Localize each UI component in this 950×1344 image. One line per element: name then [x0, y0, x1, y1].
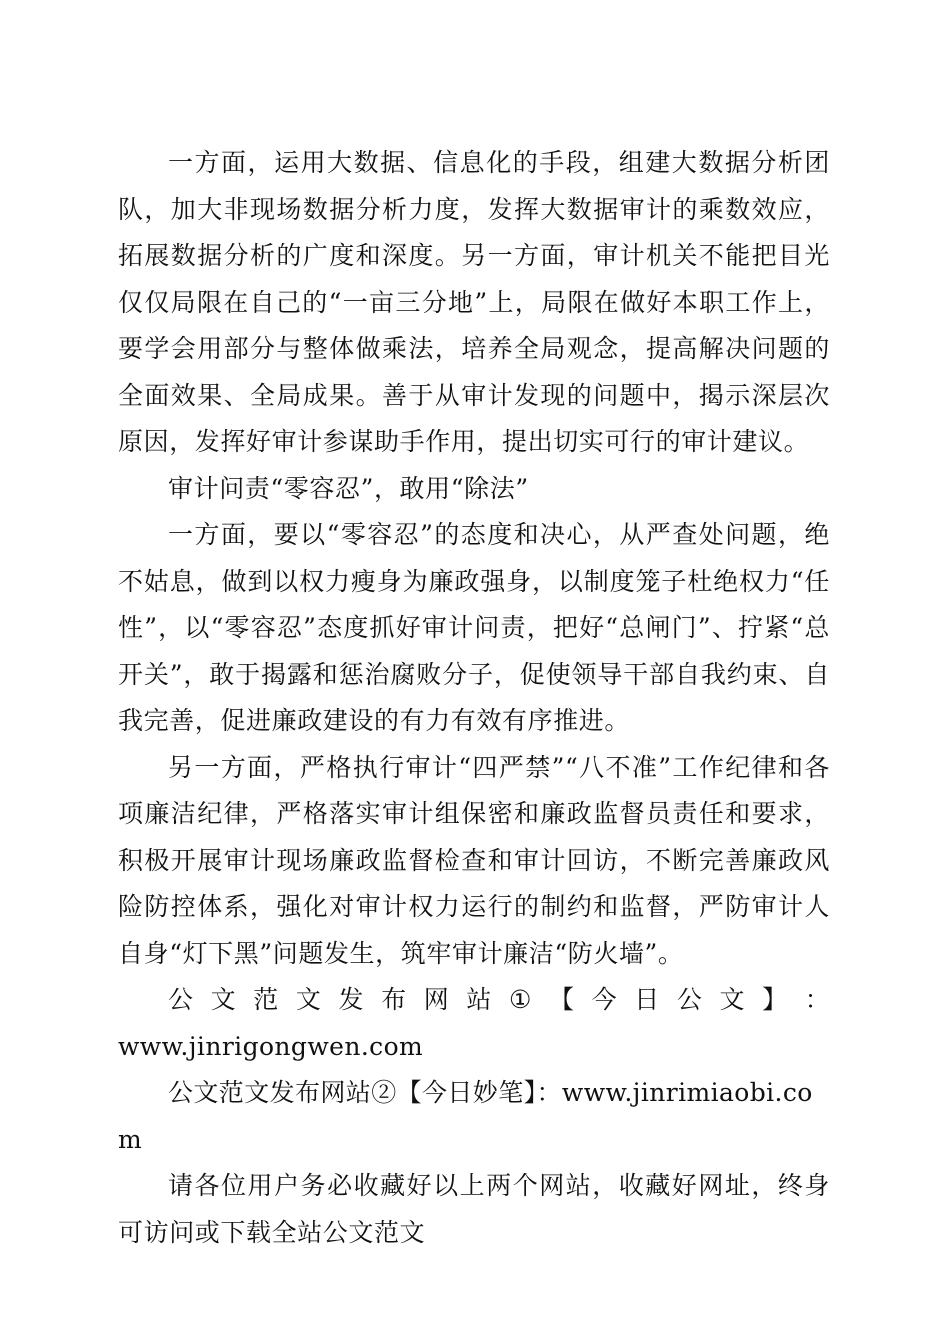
site-one-char: 文	[210, 985, 236, 1014]
paragraph-multiplication: 一方面，运用大数据、信息化的手段，组建大数据分析团队，加大非现场数据分析力度，发挥大数据审计的乘数效应，拓展数据分析的广度和深度。另一方面，审计机关不能把目光仅仅局限在自己的“一亩三分地”上，局限在做好本职工作上，要学会用部分与整体做乘法，培养全局观念，提高解决问题的全面效果、全局成果。善于从审计发现的问题中，揭示深层次原因，发挥好审计参谋助手作用，提出切实可行的审计建议。	[118, 148, 830, 456]
site-one-char: 站	[466, 985, 492, 1014]
site-one-char: 日	[634, 985, 660, 1014]
bookmark-notice: 请各位用户务必收藏好以上两个网站，收藏好网址，终身可访问或下载全站公文范文	[118, 1171, 830, 1247]
site-two-line[interactable]: 公文范文发布网站②【今日妙笔】：www.jinrimiaobi.com	[118, 1078, 813, 1154]
site-one-char: 公	[676, 985, 702, 1014]
site-one-char: 文	[719, 985, 745, 1014]
site-one-char: 【	[549, 985, 575, 1014]
section-heading-division: 审计问责“零容忍”，敢用“除法”	[168, 473, 529, 503]
site-one-char: 公	[168, 985, 194, 1014]
site-one-char: 今	[591, 985, 617, 1014]
site-one-char: 】	[762, 985, 788, 1014]
site-one-char: ①	[509, 985, 532, 1014]
site-one-char: 网	[423, 985, 449, 1014]
site-one-char: ：	[804, 985, 830, 1014]
document-page	[118, 140, 830, 1256]
site-one-url[interactable]: www.jinrigongwen.com	[118, 1031, 424, 1061]
paragraph-zero-tolerance: 一方面，要以“零容忍”的态度和决心，从严查处问题，绝不姑息，做到以权力瘦身为廉政强身，以制度笼子杜绝权力“任性”，以“零容忍”态度抓好审计问责，把好“总闸门”、拧紧“总开关”，敢于揭露和惩治腐败分子，促使领导干部自我约束、自我完善，促进廉政建设的有力有效有序推进。	[118, 520, 830, 735]
site-one-char: 布	[381, 985, 407, 1014]
site-one-char: 范	[253, 985, 279, 1014]
site-one-char: 文	[295, 985, 321, 1014]
site-one-char: 发	[338, 985, 364, 1014]
site-one-label	[118, 977, 830, 1024]
paragraph-discipline: 另一方面，严格执行审计“四严禁”“八不准”工作纪律和各项廉洁纪律，严格落实审计组保密和廉政监督员责任和要求，积极开展审计现场廉政监督检查和审计回访，不断完善廉政风险防控体系，强化对审计权力运行的制约和监督，严防审计人自身“灯下黑”问题发生，筑牢审计廉洁“防火墙”。	[118, 752, 830, 968]
